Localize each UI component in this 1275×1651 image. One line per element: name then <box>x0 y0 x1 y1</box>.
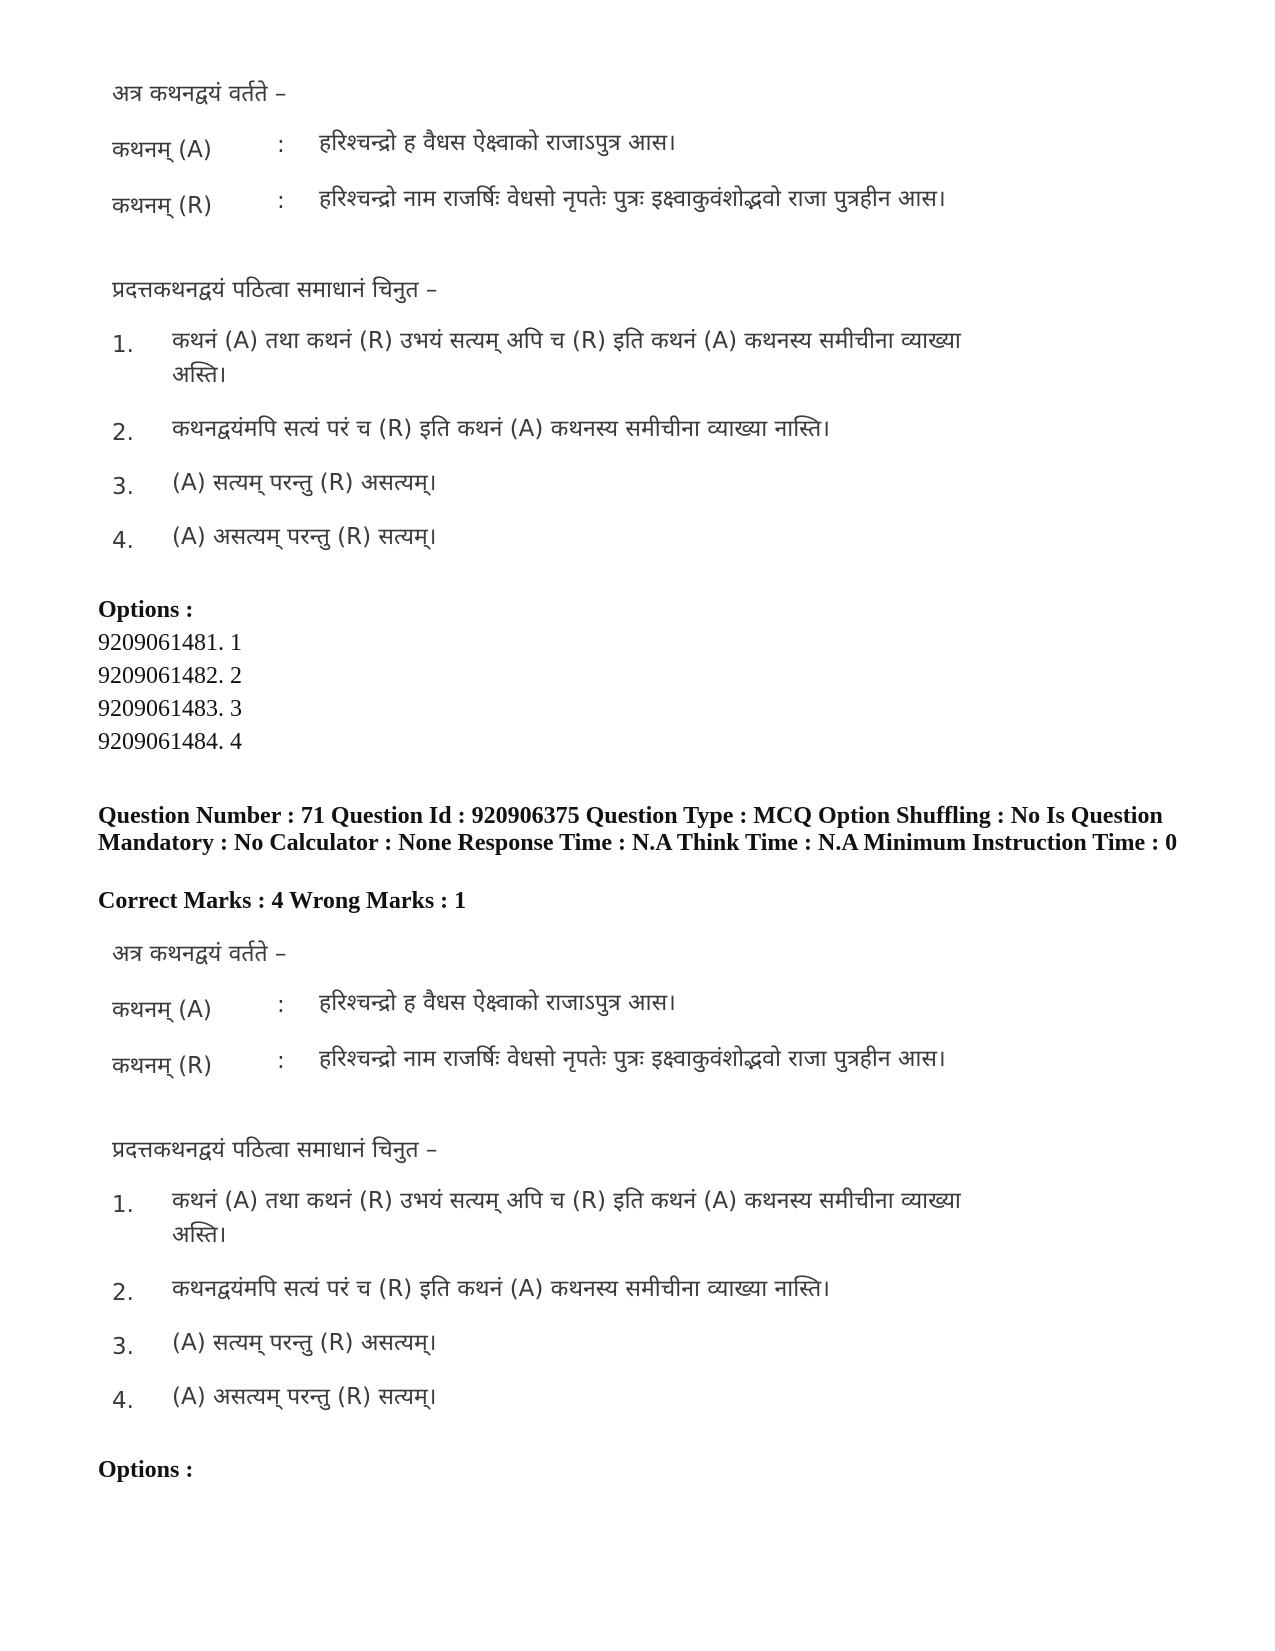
block2-option-3-number: 3. <box>112 1334 134 1360</box>
question-block-2 <box>112 930 1012 1430</box>
block1-option-3-number: 3. <box>112 474 134 500</box>
block1-option-4-number: 4. <box>112 528 134 554</box>
block2-statement-r-label: कथनम् (R) <box>112 1053 213 1079</box>
block1-option-1-number: 1. <box>112 332 134 358</box>
block1-instruction: प्रदत्तकथनद्वयं पठित्वा समाधानं चिनुत – <box>112 277 438 303</box>
option-id-3: 9209061483. 3 <box>98 696 242 722</box>
block2-option-4-text: (A) असत्यम् परन्तु (R) सत्यम्। <box>172 1384 437 1410</box>
question-meta: Question Number : 71 Question Id : 920906375 Question Type : MCQ Option Shuffling : No Is Question Mandatory : No Calculator : None Response Time : N.A Think Time : N.A Minimum Instruction Time : 0 <box>98 803 1178 856</box>
option-id-4: 9209061484. 4 <box>98 729 242 755</box>
block1-option-1-text: कथनं (A) तथा कथनं (R) उभयं सत्यम् अपि च (R) इति कथनं (A) कथनस्य समीचीना व्याख्या अस्ति। <box>172 328 961 388</box>
block2-option-4-number: 4. <box>112 1388 134 1414</box>
block2-statement-r-colon: : <box>277 1048 285 1074</box>
block1-statement-r-label: कथनम् (R) <box>112 193 213 219</box>
block1-option-2-text: कथनद्वयंमपि सत्यं परं च (R) इति कथनं (A) कथनस्य समीचीना व्याख्या नास्ति। <box>172 416 830 442</box>
block1-option-3-text: (A) सत्यम् परन्तु (R) असत्यम्। <box>172 470 437 496</box>
options-heading-2: Options : <box>98 1457 194 1483</box>
block2-statement-a-colon: : <box>277 992 285 1018</box>
option-id-2: 9209061482. 2 <box>98 663 242 689</box>
block2-option-1-number: 1. <box>112 1192 134 1218</box>
block2-option-3-text: (A) सत्यम् परन्तु (R) असत्यम्। <box>172 1330 437 1356</box>
block2-option-2-number: 2. <box>112 1280 134 1306</box>
block2-option-2-text: कथनद्वयंमपि सत्यं परं च (R) इति कथनं (A) कथनस्य समीचीना व्याख्या नास्ति। <box>172 1276 830 1302</box>
block2-statement-a-label: कथनम् (A) <box>112 997 212 1023</box>
block2-instruction: प्रदत्तकथनद्वयं पठित्वा समाधानं चिनुत – <box>112 1137 438 1163</box>
block1-statement-r-text: हरिश्चन्द्रो नाम राजर्षिः वेधसो नृपतेः पुत्रः इक्ष्वाकुवंशोद्भवो राजा पुत्रहीन आस। <box>319 186 946 212</box>
block2-intro: अत्र कथनद्वयं वर्तते – <box>112 941 287 967</box>
block1-intro: अत्र कथनद्वयं वर्तते – <box>112 81 287 107</box>
block1-statement-r-colon: : <box>277 188 285 214</box>
options-heading-1: Options : <box>98 597 194 623</box>
block2-statement-a-text: हरिश्चन्द्रो ह वैधस ऐक्ष्वाको राजाऽपुत्र आस। <box>319 990 676 1016</box>
block1-statement-a-text: हरिश्चन्द्रो ह वैधस ऐक्ष्वाको राजाऽपुत्र आस। <box>319 130 676 156</box>
question-block-1 <box>112 70 1012 590</box>
block1-option-2-number: 2. <box>112 420 134 446</box>
block1-option-4-text: (A) असत्यम् परन्तु (R) सत्यम्। <box>172 524 437 550</box>
block1-statement-a-colon: : <box>277 132 285 158</box>
block2-statement-r-text: हरिश्चन्द्रो नाम राजर्षिः वेधसो नृपतेः पुत्रः इक्ष्वाकुवंशोद्भवो राजा पुत्रहीन आस। <box>319 1046 946 1072</box>
marks-line: Correct Marks : 4 Wrong Marks : 1 <box>98 888 467 914</box>
block1-statement-a-label: कथनम् (A) <box>112 137 212 163</box>
block2-option-1-text: कथनं (A) तथा कथनं (R) उभयं सत्यम् अपि च (R) इति कथनं (A) कथनस्य समीचीना व्याख्या अस्ति। <box>172 1188 961 1248</box>
option-id-1: 9209061481. 1 <box>98 630 242 656</box>
